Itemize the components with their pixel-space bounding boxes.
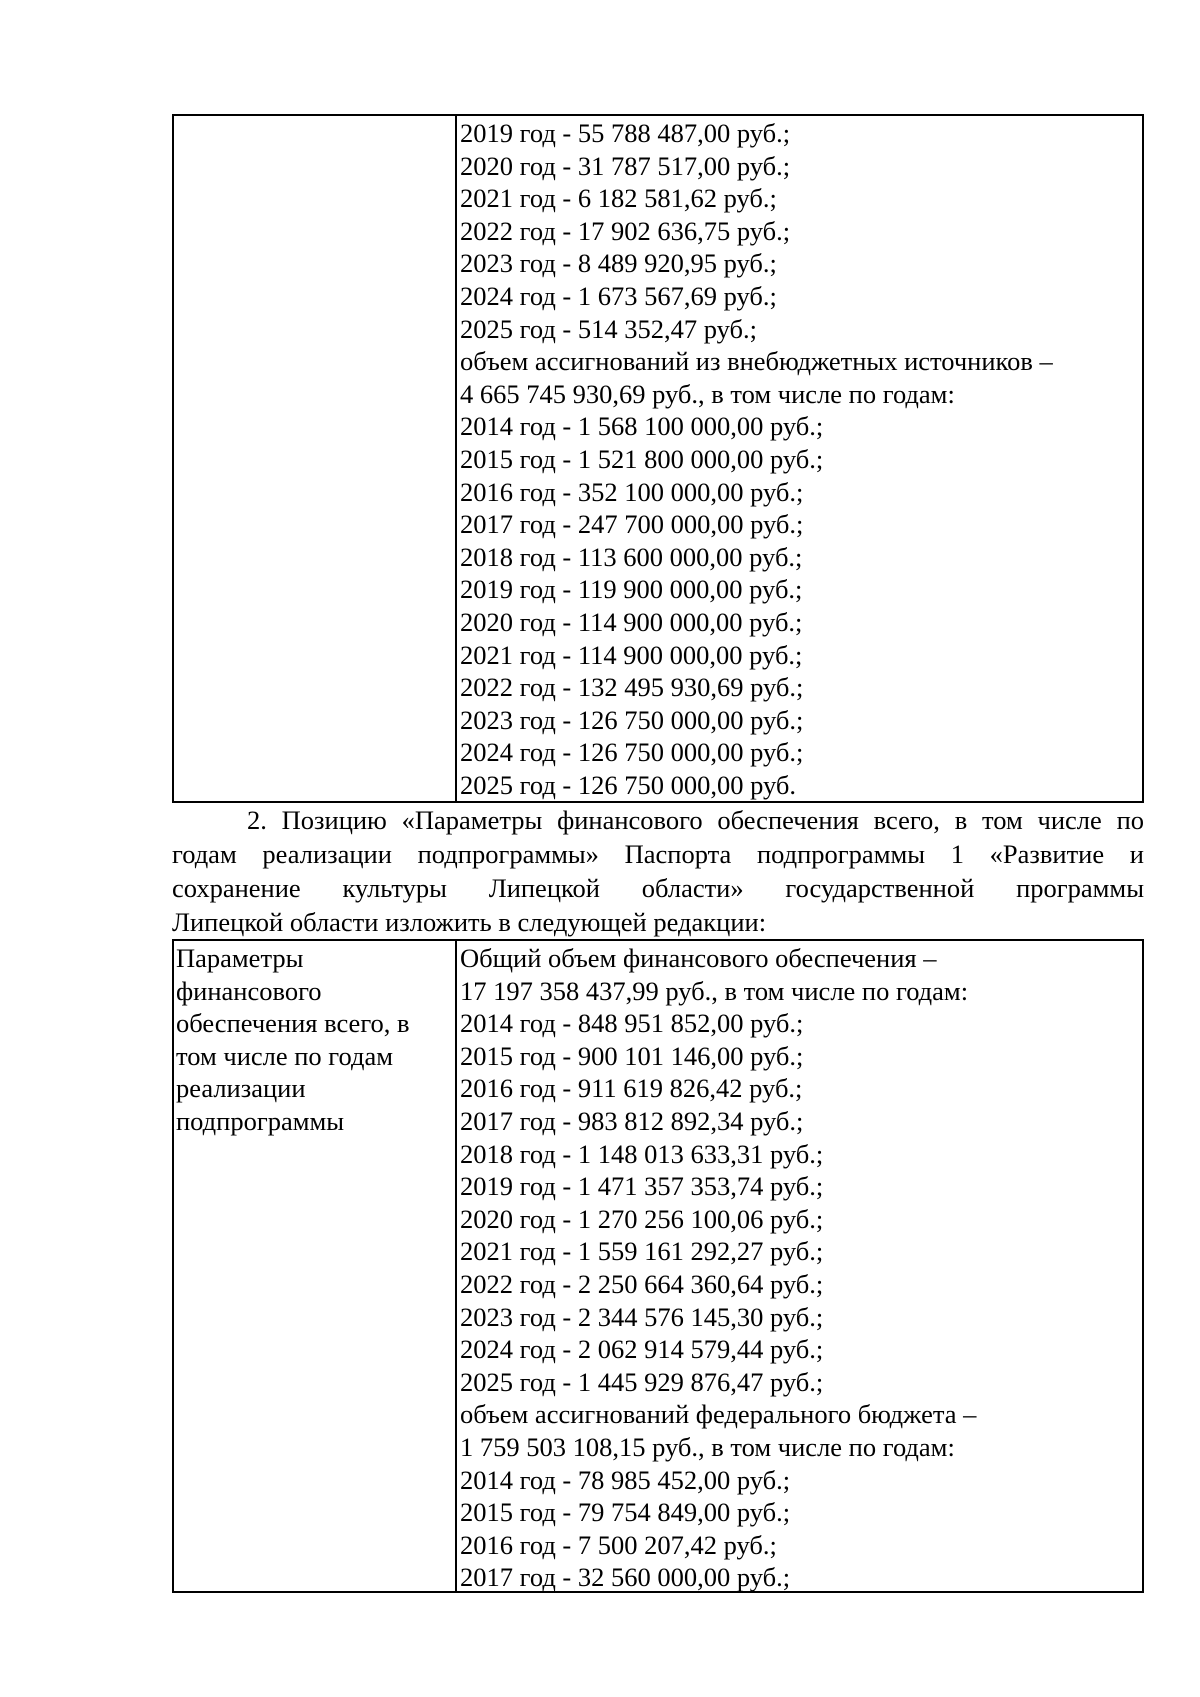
table2-right-cell bbox=[457, 941, 1142, 1591]
table1-line: 2020 год - 31 787 517,00 руб.; bbox=[460, 150, 791, 181]
table1-line: объем ассигнований из внебюджетных источников – bbox=[460, 346, 1053, 377]
table1-line: 2017 год - 247 700 000,00 руб.; bbox=[460, 509, 804, 540]
table1-line: 2021 год - 6 182 581,62 руб.; bbox=[460, 183, 777, 214]
table2-label-line: Параметры bbox=[176, 943, 304, 973]
table2-line: 2016 год - 911 619 826,42 руб.; bbox=[460, 1073, 803, 1104]
table2-line: Общий объем финансового обеспечения – bbox=[460, 943, 937, 973]
table2-line: 2015 год - 900 101 146,00 руб.; bbox=[460, 1040, 804, 1071]
amendment-paragraph bbox=[172, 803, 1144, 939]
table2-line: 1 759 503 108,15 руб., в том числе по годам: bbox=[460, 1431, 955, 1462]
table2-label-line: реализации bbox=[176, 1073, 306, 1104]
table1-line: 2014 год - 1 568 100 000,00 руб.; bbox=[460, 411, 824, 442]
table1-line: 2025 год - 514 352,47 руб.; bbox=[460, 313, 758, 344]
table1-line: 4 665 745 930,69 руб., в том числе по годам: bbox=[460, 378, 955, 409]
table1-left-cell bbox=[174, 116, 457, 801]
table2-line: 2014 год - 848 951 852,00 руб.; bbox=[460, 1008, 804, 1039]
table1-line: 2016 год - 352 100 000,00 руб.; bbox=[460, 476, 804, 507]
table2-line: 2022 год - 2 250 664 360,64 руб.; bbox=[460, 1268, 824, 1299]
table2-label-line: финансового bbox=[176, 975, 322, 1006]
financing-parameters-table bbox=[172, 939, 1144, 1593]
table1-line: 2018 год - 113 600 000,00 руб.; bbox=[460, 541, 803, 572]
table1-line: 2022 год - 17 902 636,75 руб.; bbox=[460, 215, 791, 246]
table1-line: 2022 год - 132 495 930,69 руб.; bbox=[460, 672, 804, 703]
table1-line: 2019 год - 119 900 000,00 руб.; bbox=[460, 574, 803, 605]
table2-line: 2016 год - 7 500 207,42 руб.; bbox=[460, 1529, 777, 1560]
table2-line: 2021 год - 1 559 161 292,27 руб.; bbox=[460, 1236, 824, 1267]
table2-line: 2015 год - 79 754 849,00 руб.; bbox=[460, 1497, 791, 1528]
paragraph-line: годам реализации подпрограммы» Паспорта подпрограммы 1 «Развитие и bbox=[172, 839, 1144, 869]
table2-label-line: том числе по годам bbox=[176, 1040, 394, 1071]
table2-left-cell bbox=[174, 941, 457, 1591]
table1-line: 2024 год - 126 750 000,00 руб.; bbox=[460, 737, 804, 768]
paragraph-line: 2. Позицию «Параметры финансового обеспечения всего, в том числе по bbox=[247, 805, 1144, 835]
table1-line: 2015 год - 1 521 800 000,00 руб.; bbox=[460, 443, 824, 474]
table1-line: 2023 год - 8 489 920,95 руб.; bbox=[460, 248, 777, 279]
table2-line: 17 197 358 437,99 руб., в том числе по годам: bbox=[460, 975, 969, 1006]
table2-label-line: подпрограммы bbox=[176, 1105, 345, 1136]
table1-line: 2020 год - 114 900 000,00 руб.; bbox=[460, 606, 803, 637]
table2-line: 2018 год - 1 148 013 633,31 руб.; bbox=[460, 1138, 824, 1169]
table1-line: 2019 год - 55 788 487,00 руб.; bbox=[460, 118, 791, 148]
table1-line: 2025 год - 126 750 000,00 руб. bbox=[460, 769, 797, 800]
table1-line: 2021 год - 114 900 000,00 руб.; bbox=[460, 639, 803, 670]
table2-line: 2019 год - 1 471 357 353,74 руб.; bbox=[460, 1171, 824, 1202]
table2-label-line: обеспечения всего, в bbox=[176, 1008, 410, 1039]
table1-line: 2023 год - 126 750 000,00 руб.; bbox=[460, 704, 804, 735]
table2-line: 2017 год - 983 812 892,34 руб.; bbox=[460, 1105, 804, 1136]
table2-line: объем ассигнований федерального бюджета – bbox=[460, 1399, 977, 1430]
table2-line: 2014 год - 78 985 452,00 руб.; bbox=[460, 1464, 791, 1495]
paragraph-line: сохранение культуры Липецкой области» государственной программы bbox=[172, 873, 1144, 903]
table1-right-cell bbox=[457, 116, 1142, 801]
financing-table-continuation bbox=[172, 114, 1144, 803]
table2-line: 2024 год - 2 062 914 579,44 руб.; bbox=[460, 1334, 824, 1365]
table1-line: 2024 год - 1 673 567,69 руб.; bbox=[460, 280, 777, 311]
table2-line: 2020 год - 1 270 256 100,06 руб.; bbox=[460, 1203, 824, 1234]
table2-line: 2017 год - 32 560 000,00 руб.; bbox=[460, 1562, 791, 1593]
paragraph-line: Липецкой области изложить в следующей редакции: bbox=[172, 907, 767, 937]
table2-line: 2025 год - 1 445 929 876,47 руб.; bbox=[460, 1366, 824, 1397]
table2-line: 2023 год - 2 344 576 145,30 руб.; bbox=[460, 1301, 824, 1332]
